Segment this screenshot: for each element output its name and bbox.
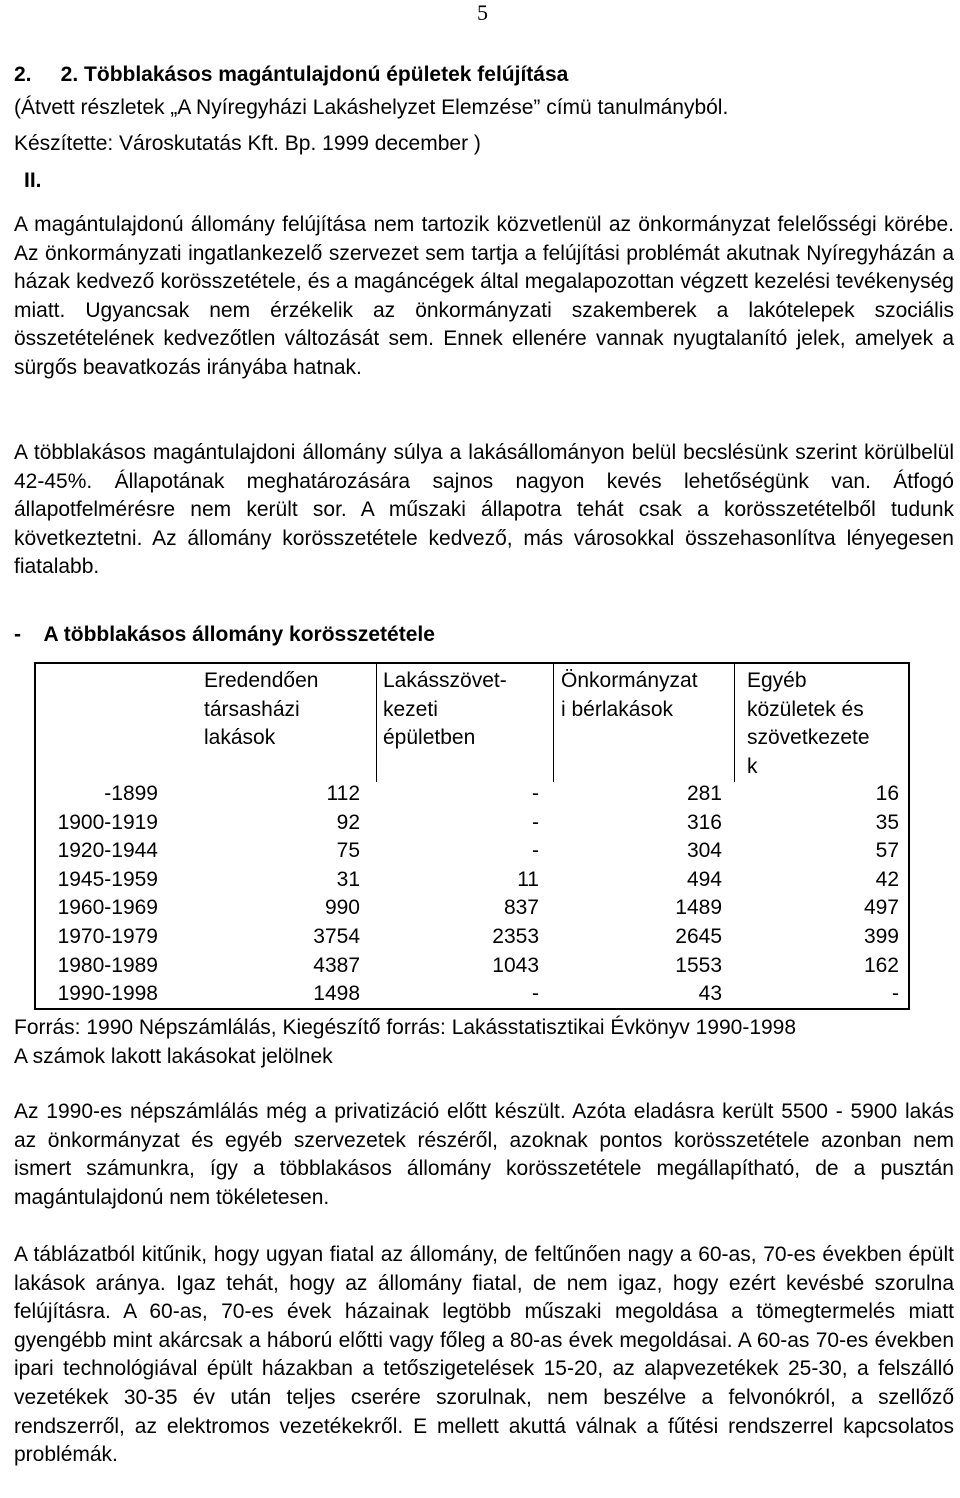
header-municipal: Önkormányzat i bérlakások [561, 669, 698, 721]
header-condominium: Eredendően társasházi lakások [204, 669, 319, 749]
table-cell: 42 [875, 867, 899, 891]
table-cell: 43 [698, 982, 722, 1006]
row-period: 1900-1919 [57, 810, 158, 834]
paragraph-4: A táblázatból kitűnik, hogy ugyan fiatal az állomány, de feltűnően nagy a 60-as, 70-es években épült lakások aránya. Igaz tehát, hogy az állomány fiatal, de nem igaz, hogy ezért kevésbé szorulna felújításra. A 60-as, 70-es évek házainak legtöbb műszaki megoldása a tömegtermelés miatt gyengébb mint akárcsak a háború előtti vagy főleg a 80-as évek megoldásai. A 60-as 70-es években ipari technológiával épült házakban a tetőszigetelések 15-20, az alapvezetékek 25-30, a felszálló vezetékek 30-35 év után teljes cserére szorulnak, nem beszélve a felvonókról, a szellőző rendszerről, az elektromos vezetékekről. E mellett akuttá válnak a fűtési rendszerrel kapcsolatos problémák. [14, 1243, 954, 1467]
table-cell: 75 [336, 839, 360, 863]
table-cell: - [532, 982, 539, 1006]
table-cell: 2353 [492, 925, 539, 948]
table-cell: 16 [875, 782, 899, 805]
roman-numeral: II. [24, 169, 42, 192]
table-cell: 281 [686, 782, 722, 805]
table-cell: 4387 [313, 953, 360, 977]
page-number: 5 [477, 0, 488, 25]
row-period: 1920-1944 [57, 839, 158, 863]
table-cell: 92 [336, 810, 360, 834]
row-period: 1980-1989 [57, 953, 158, 977]
table-cell: 3754 [313, 925, 360, 948]
table-divider-3 [734, 662, 735, 782]
table-cell: 57 [875, 839, 899, 863]
table-cell: 35 [875, 810, 899, 834]
row-period: 1960-1969 [57, 896, 158, 920]
table-divider-1 [376, 662, 377, 782]
table-cell: 11 [517, 867, 539, 891]
table-cell: 1498 [313, 982, 360, 1006]
paragraph-1: A magántulajdonú állomány felújítása nem tartozik közvetlenül az önkormányzat felelősségi körébe. Az önkormányzati ingatlankezelő szervezet sem tartja a felújítási problémát akutnak Nyíregyházán a házak kedvező korösszetétele, és a magáncégek által megalapozottan végzett kezelési tevékenység miatt. Ugyancsak nem érzékelik az önkormányzati szakemberek a lakótelepek szociális összetételének kedvezőtlen változását sem. Ennek ellenére vannak nyugtalanító jelek, amelyek a sürgős beavatkozás irányába hatnak. [14, 213, 954, 379]
table-cell: - [892, 982, 899, 1006]
table-cell: 1043 [492, 953, 539, 977]
table-cell: - [532, 810, 539, 834]
table-cell: 304 [686, 839, 722, 863]
table-cell: 2645 [675, 925, 722, 948]
intro-line-2: Készítette: Városkutatás Kft. Bp. 1999 december ) [14, 132, 481, 155]
row-period: 1945-1959 [57, 867, 158, 891]
table-cell: 1553 [675, 953, 722, 977]
table-cell: 494 [686, 867, 722, 891]
section-heading: 2. 2. Többlakásos magántulajdonú épületek felújítása [14, 63, 569, 86]
table-cell: - [532, 839, 539, 863]
numbers-note: A számok lakott lakásokat jelölnek [14, 1045, 333, 1068]
table-cell: 1489 [675, 896, 722, 920]
paragraph-2: A többlakásos magántulajdoni állomány súlya a lakásállományon belül becslésünk szerint körülbelül 42-45%. Állapotának meghatározására sajnos nagyon kevés lehetőségünk van. Átfogó állapotfelmérésre nem került sor. A műszaki állapotra tehát csak a korösszetételből tudunk következtetni. Az állomány korösszetétele kedvező, más városokkal összehasonlítva lényegesen fiatalabb. [14, 441, 954, 579]
table-cell: 399 [863, 925, 899, 948]
header-other: Egyéb közületek és szövetkezete k [747, 669, 870, 778]
row-period: 1970-1979 [57, 925, 158, 948]
table-cell: 837 [503, 896, 539, 920]
table-divider-2 [553, 662, 554, 782]
row-period: -1899 [104, 782, 158, 805]
table-cell: 990 [324, 896, 360, 920]
table-cell: 316 [686, 810, 722, 834]
table-cell: 31 [336, 867, 360, 891]
row-period: 1990-1998 [57, 982, 158, 1006]
source-note: Forrás: 1990 Népszámlálás, Kiegészítő forrás: Lakásstatisztikai Évkönyv 1990-1998 [14, 1016, 797, 1039]
intro-line-1: (Átvett részletek „A Nyíregyházi Lakáshelyzet Elemzése” címü tanulmányból. [14, 96, 729, 119]
header-cooperative: Lakásszövet- kezeti épületben [383, 669, 507, 749]
paragraph-3: Az 1990-es népszámlálás még a privatizáció előtt készült. Azóta eladásra került 5500 - 5900 lakás az önkormányzat és egyéb szervezetek részéről, azoknak pontos korösszetétele azonban nem ismert számunkra, így a többlakásos állomány korösszetétele megállapítható, de a pusztán magántulajdonú nem tökéletesen. [14, 1100, 954, 1209]
table-cell: 497 [863, 896, 899, 920]
table-cell: 162 [863, 953, 899, 977]
table-title: - A többlakásos állomány korösszetétele [14, 623, 435, 646]
table-cell: 112 [326, 782, 360, 805]
table-cell: - [532, 782, 539, 805]
